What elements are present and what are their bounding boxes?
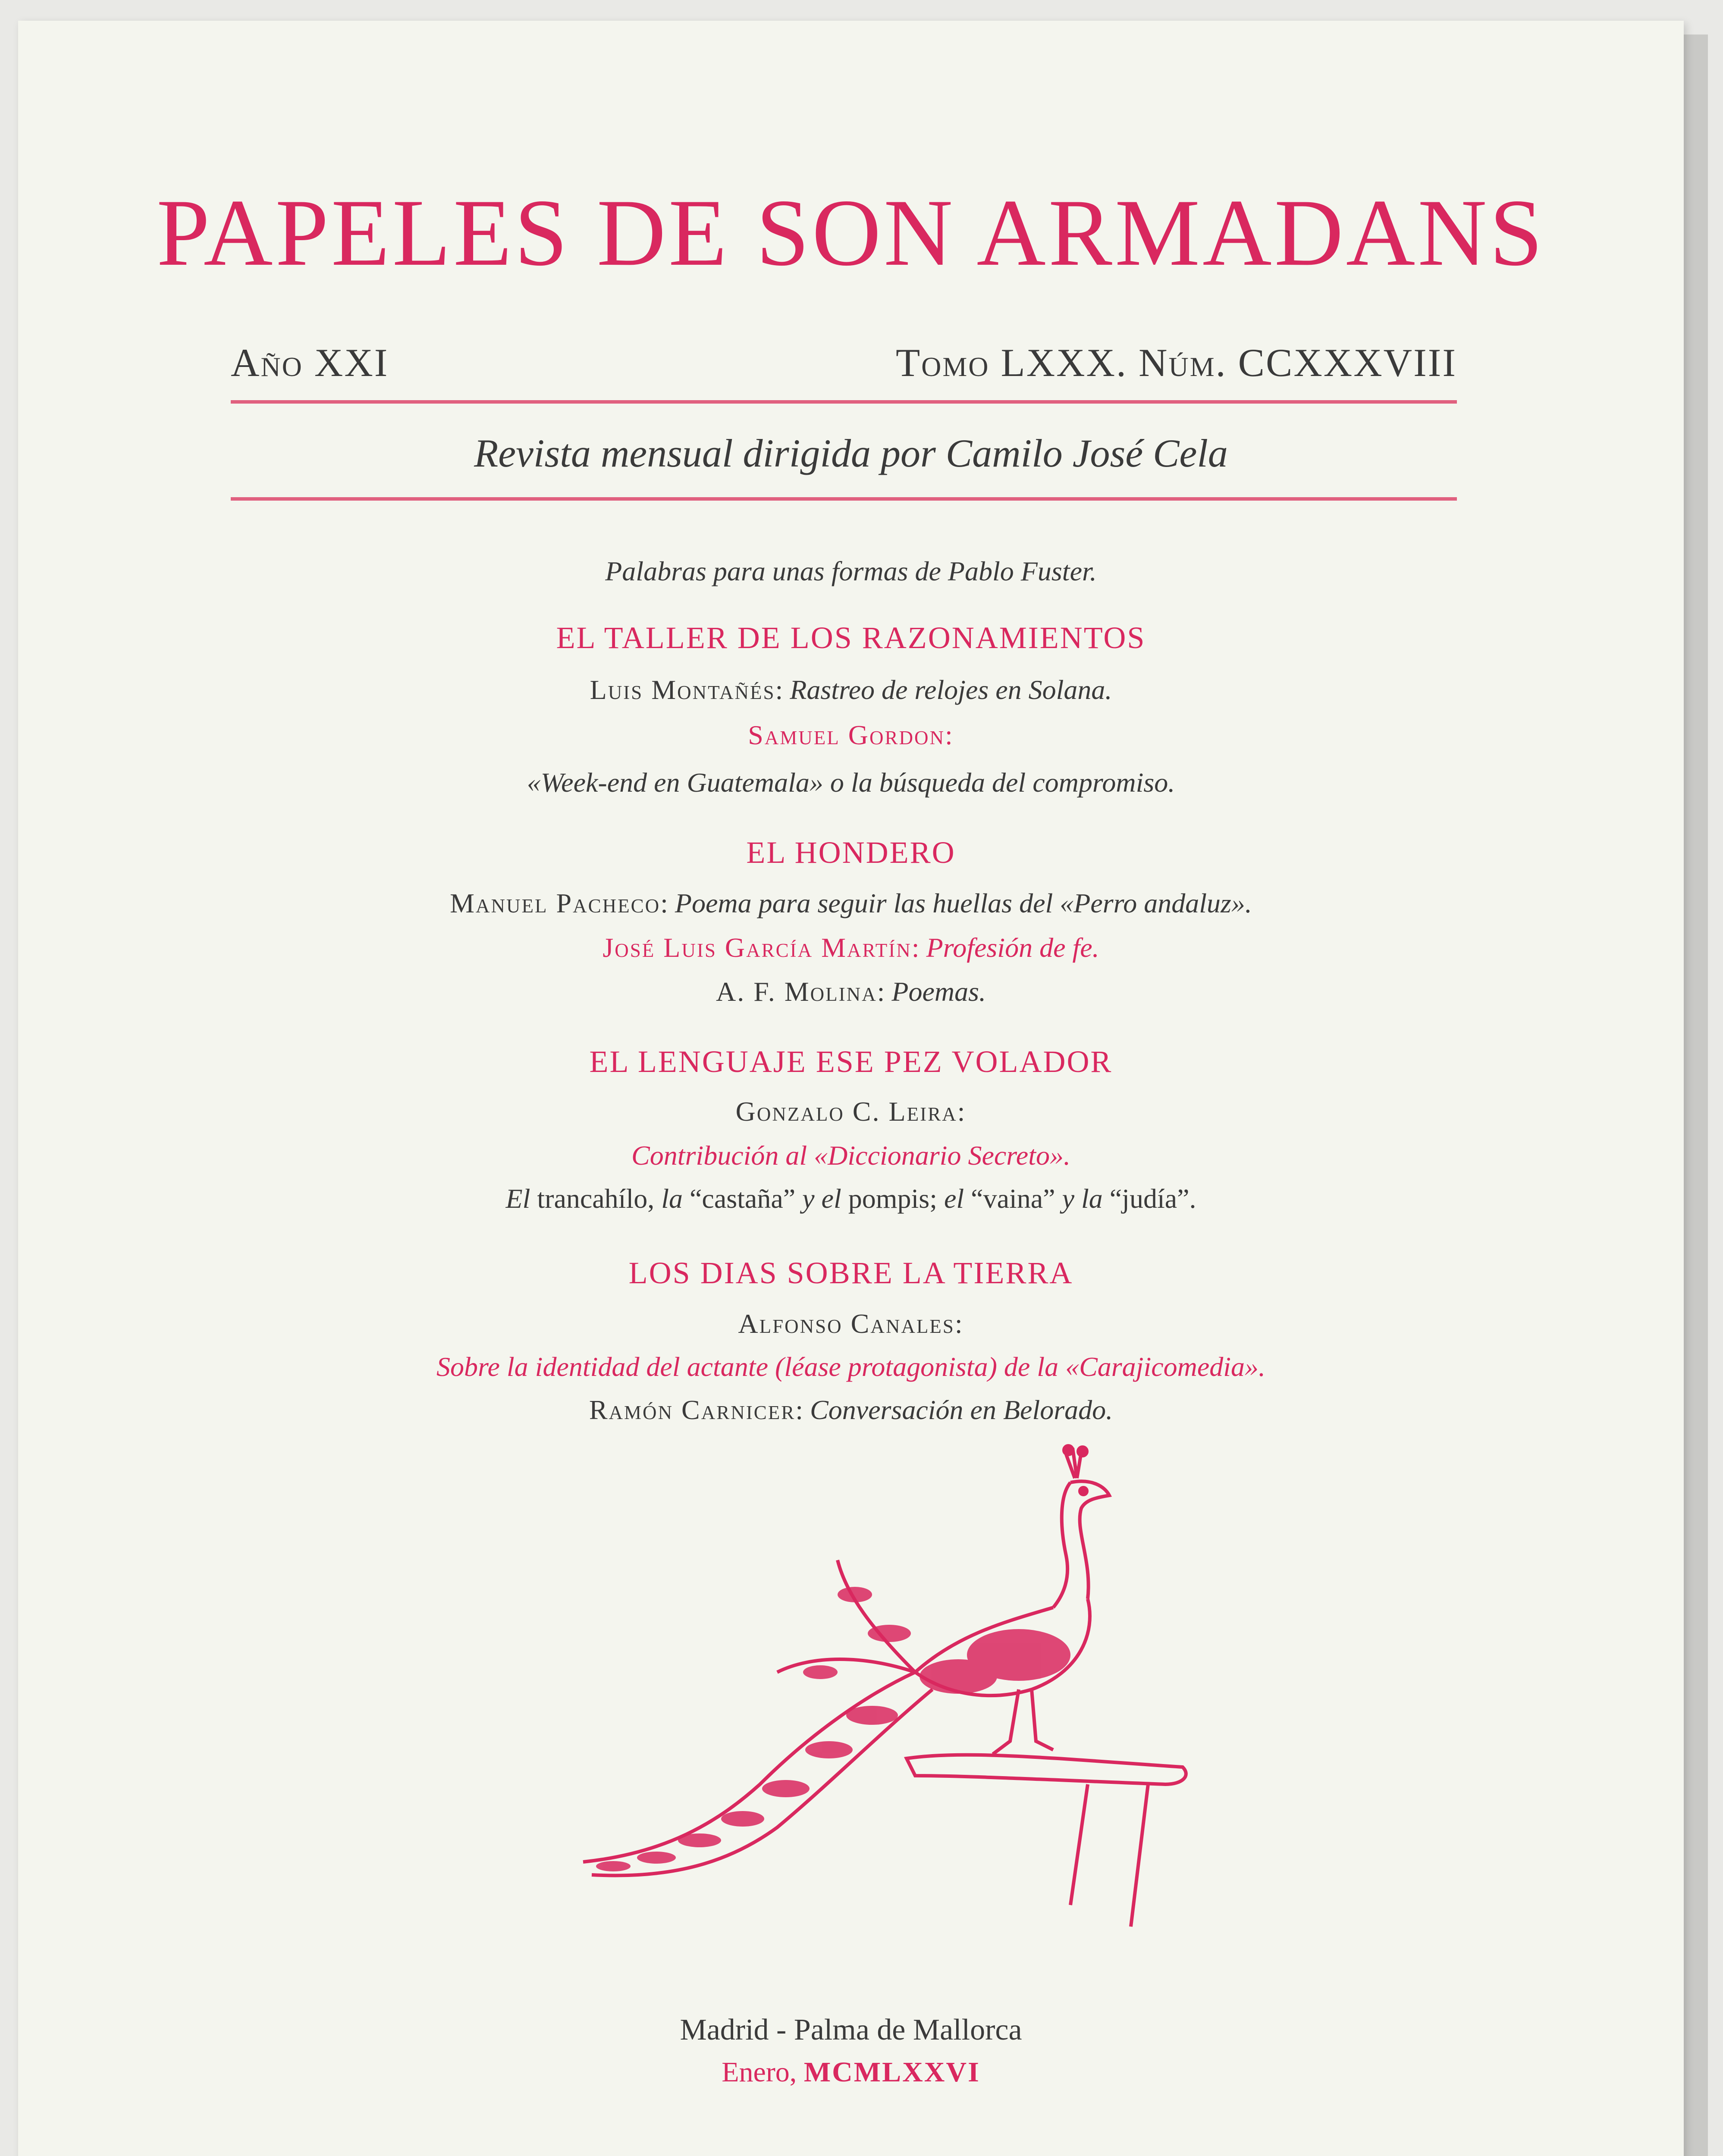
imprint-place: Madrid - Palma de Mallorca <box>680 2013 1022 2046</box>
imprint-year: MCMLXXVI <box>803 2056 980 2088</box>
section-heading: EL HONDERO <box>746 835 956 870</box>
work-title: Poema para seguir las huellas del «Perro andaluz». <box>675 888 1252 918</box>
toc-entry: A. F. Molina: Poemas. <box>716 976 986 1007</box>
work-title: Conversación en Belorado. <box>810 1395 1113 1425</box>
toc-intro: Palabras para unas formas de Pablo Fuster. <box>605 556 1097 586</box>
text-fragment: y la <box>1062 1183 1103 1214</box>
magazine-cover <box>18 21 1684 2156</box>
text-fragment: trancahílo, <box>530 1183 662 1214</box>
work-subtitle <box>18 1185 1684 1213</box>
magazine-subtitle: Revista mensual dirigida por Camilo José Cela <box>474 431 1228 475</box>
author-name: Manuel Pacheco <box>450 888 661 918</box>
section-heading: EL LENGUAJE ESE PEZ VOLADOR <box>589 1044 1113 1079</box>
work-title: Rastreo de relojes en Solana. <box>790 674 1112 705</box>
text-fragment: “vaina” <box>964 1183 1062 1214</box>
work-title: Sobre la identidad del actante (léase protagonista) de la «Carajicomedia». <box>436 1351 1266 1382</box>
work-title: Contribución al «Diccionario Secreto». <box>631 1140 1070 1171</box>
volume-info <box>231 340 1457 387</box>
work-title: Poemas. <box>891 976 986 1007</box>
author-name: Luis Montañés <box>590 674 775 705</box>
divider-bottom <box>231 497 1457 501</box>
author-name: A. F. Molina <box>716 976 877 1007</box>
text-fragment: El <box>505 1183 530 1214</box>
volume-tomo-number: Tomo LXXX. Núm. CCXXXVIII <box>895 341 1457 385</box>
book-spine-shadow <box>1682 34 1708 2156</box>
section-heading: EL TALLER DE LOS RAZONAMIENTOS <box>556 620 1146 655</box>
text-fragment: pompis; <box>841 1183 944 1214</box>
divider-top <box>231 400 1457 404</box>
author-name: Alfonso Canales: <box>738 1308 964 1339</box>
section-heading: LOS DIAS SOBRE LA TIERRA <box>628 1256 1073 1290</box>
author-name: Samuel Gordon: <box>748 720 954 750</box>
work-title: Profesión de fe. <box>926 932 1099 963</box>
text-fragment: la <box>661 1183 683 1214</box>
peacock-illustration <box>536 1431 1247 1948</box>
text-fragment: y el <box>802 1183 841 1214</box>
text-fragment: “castaña” <box>683 1183 803 1214</box>
toc-entry: Luis Montañés: Rastreo de relojes en Solana. <box>590 674 1112 705</box>
volume-year: Año XXI <box>231 341 389 385</box>
author-name: José Luis García Martín <box>603 932 912 963</box>
work-title: «Week-end en Guatemala» o la búsqueda del compromiso. <box>527 767 1175 798</box>
toc-entry: José Luis García Martín: Profesión de fe. <box>603 932 1099 963</box>
text-fragment: “judía”. <box>1102 1183 1196 1214</box>
author-name: Ramón Carnicer <box>589 1395 796 1425</box>
imprint-month: Enero, <box>722 2056 797 2088</box>
text-fragment: el <box>944 1183 964 1214</box>
toc-entry: Manuel Pacheco: Poema para seguir las huellas del «Perro andaluz». <box>450 888 1252 918</box>
toc-entry: Ramón Carnicer: Conversación en Belorado. <box>589 1395 1113 1425</box>
magazine-title: PAPELES DE SON ARMADANS <box>157 180 1545 286</box>
author-name: Gonzalo C. Leira: <box>735 1096 967 1127</box>
imprint-date <box>18 2056 1684 2089</box>
